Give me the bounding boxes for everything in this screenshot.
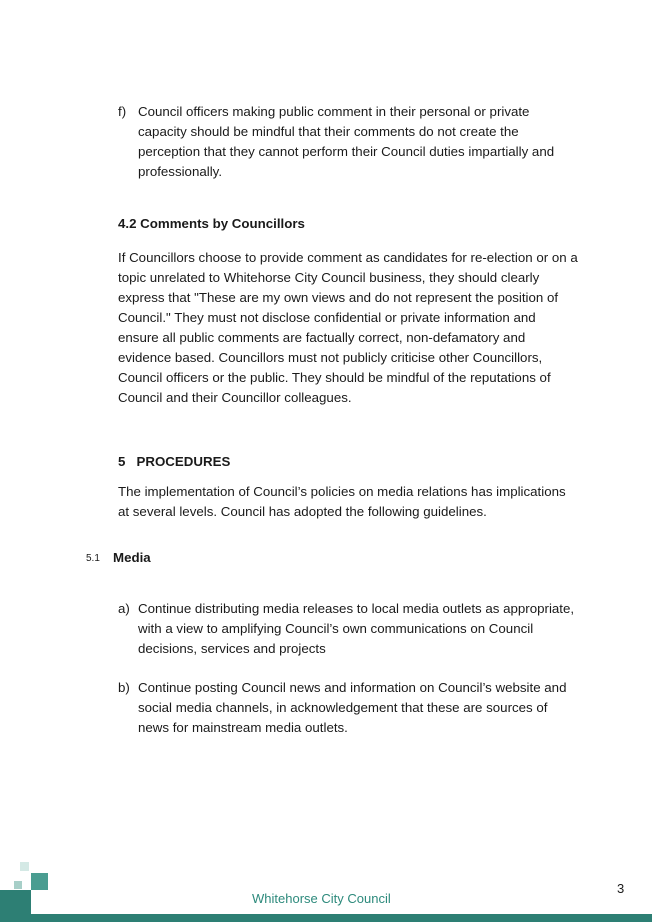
text-line: Continue posting Council news and information on Council’s website and xyxy=(138,680,567,695)
text-line: express that "These are my own views and do not represent the position of xyxy=(118,290,559,305)
paragraph-4-2 xyxy=(118,248,588,408)
text-line: Continue distributing media releases to local media outlets as appropriate, xyxy=(138,601,575,616)
subsection-title: Media xyxy=(113,550,151,565)
text-line: social media channels, in acknowledgement that these are sources of xyxy=(138,700,548,715)
footer-bar xyxy=(0,914,652,922)
subsection-number: 5.1 xyxy=(86,553,100,564)
text-line: evidence based. Councillors must not publicly criticise other Councillors, xyxy=(118,350,543,365)
text-line: If Councillors choose to provide comment as candidates for re-election or on a xyxy=(118,250,578,265)
list-item-text xyxy=(138,678,588,738)
page-number: 3 xyxy=(617,881,625,896)
text-line: perception that they cannot perform their Council duties impartially and xyxy=(138,144,555,159)
list-item-f xyxy=(118,102,588,182)
list-item-a xyxy=(118,599,588,659)
section-heading-4-2: 4.2 Comments by Councillors xyxy=(118,216,305,231)
decor-square xyxy=(31,873,48,890)
text-line: Council officers or the public. They should be mindful of the reputations of xyxy=(118,370,551,385)
decor-square xyxy=(0,890,31,916)
text-line: with a view to amplifying Council’s own communications on Council xyxy=(138,621,534,636)
text-line: decisions, services and projects xyxy=(138,641,326,656)
list-item-text xyxy=(138,599,588,659)
text-line: ensure all public comments are factually correct, non-defamatory and xyxy=(118,330,526,345)
paragraph-5-intro xyxy=(118,482,588,522)
list-marker: a) xyxy=(118,601,130,616)
text-line: at several levels. Council has adopted the following guidelines. xyxy=(118,504,487,519)
text-line: Council officers making public comment in their personal or private xyxy=(138,104,530,119)
text-line: professionally. xyxy=(138,164,223,179)
list-marker: f) xyxy=(118,104,127,119)
text-line: The implementation of Council’s policies on media relations has implications xyxy=(118,484,566,499)
text-line: topic unrelated to Whitehorse City Council business, they should clearly xyxy=(118,270,540,285)
text-line: Council." They must not disclose confidential or private information and xyxy=(118,310,536,325)
list-item-b xyxy=(118,678,588,738)
list-marker: b) xyxy=(118,680,130,695)
text-line: news for mainstream media outlets. xyxy=(138,720,348,735)
section-heading-5: 5 PROCEDURES xyxy=(118,454,231,469)
text-line: capacity should be mindful that their comments do not create the xyxy=(138,124,519,139)
decor-square xyxy=(14,881,22,889)
decor-square xyxy=(20,862,29,871)
text-line: Council and their Councillor colleagues. xyxy=(118,390,352,405)
list-item-text xyxy=(138,102,588,182)
footer-organisation: Whitehorse City Council xyxy=(252,891,391,906)
